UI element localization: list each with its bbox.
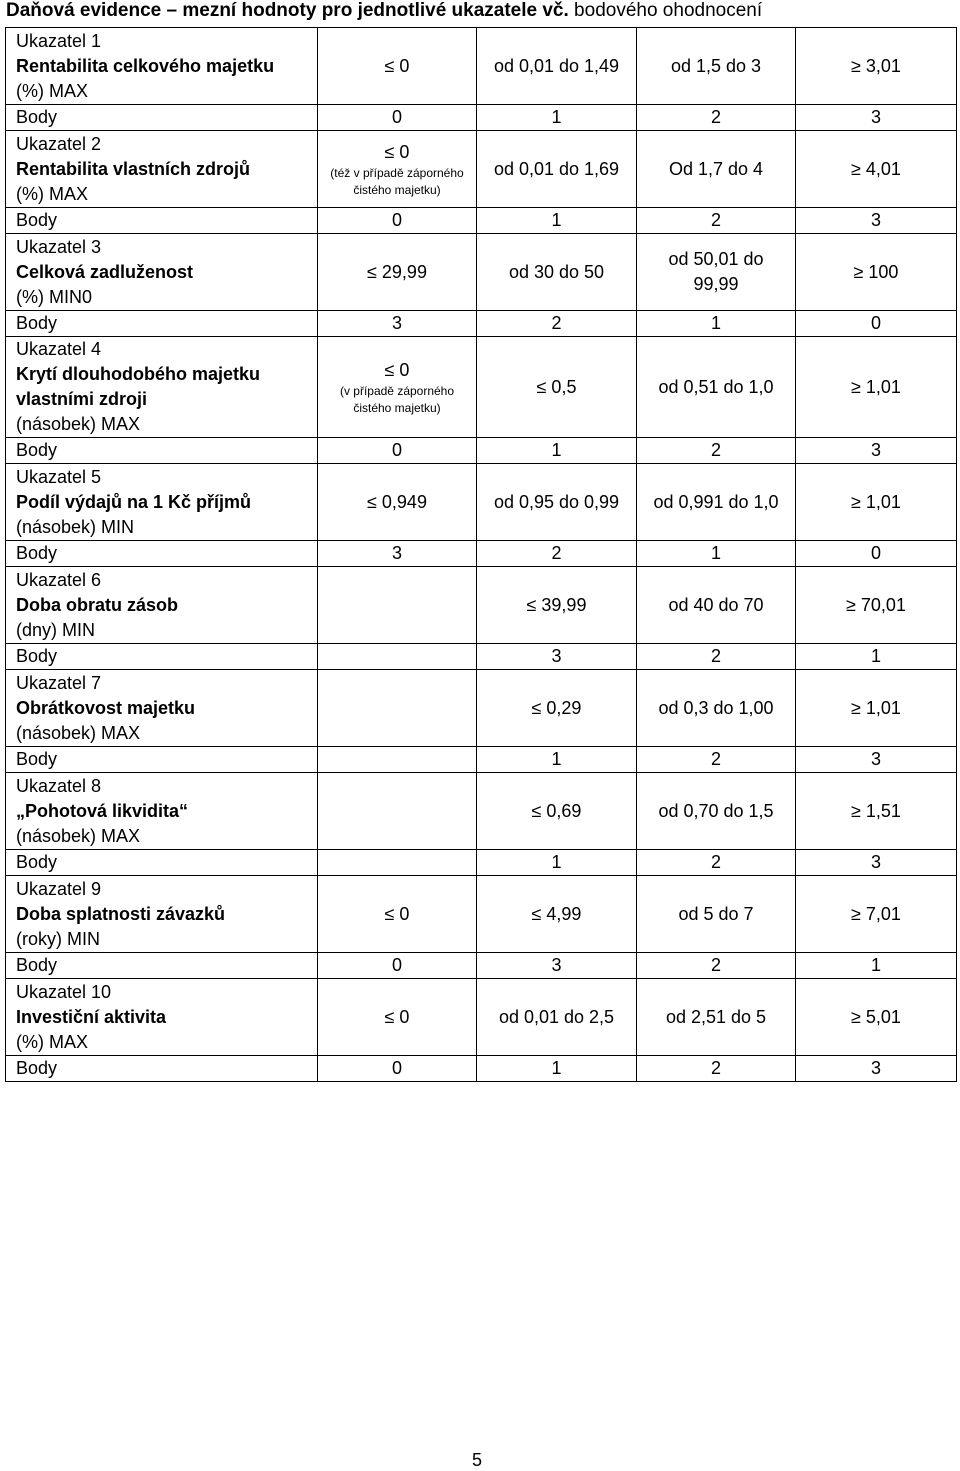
threshold-value: od 2,51 do 5 [665, 1006, 767, 1027]
indicator-label [6, 464, 318, 541]
threshold-value: od 0,01 do 1,69 [493, 158, 620, 179]
threshold-cell [637, 979, 796, 1056]
threshold-value: od 5 do 7 [678, 903, 754, 924]
threshold-value: ≥ 100 [853, 261, 899, 282]
threshold-value: Od 1,7 do 4 [668, 158, 764, 179]
indicator-title: „Pohotová likvidita“ [16, 800, 189, 821]
threshold-cell [318, 337, 477, 438]
indicator-title: Podíl výdajů na 1 Kč příjmů [16, 491, 252, 512]
indicator-label [6, 773, 318, 850]
threshold-cell [477, 567, 637, 644]
indicator-unit: (%) MAX [16, 80, 88, 101]
indicator-unit: (%) MIN0 [16, 286, 92, 307]
threshold-cell [796, 567, 957, 644]
score-cell: 1 [477, 747, 637, 773]
threshold-cell [796, 28, 957, 105]
score-cell: 3 [796, 850, 957, 876]
title-bold: Daňová evidence – mezní hodnoty pro jednotlivé ukazatele vč. [6, 0, 569, 21]
threshold-value: ≤ 39,99 [526, 594, 587, 615]
threshold-value: od 0,01 do 1,49 [493, 55, 620, 76]
body-label: Body [6, 541, 318, 567]
body-row [6, 541, 957, 567]
indicator-name: Ukazatel 8 [16, 775, 102, 796]
threshold-value: od 50,01 do 99,99 [668, 249, 764, 294]
threshold-cell [796, 979, 957, 1056]
indicator-title: Obrátkovost majetku [16, 697, 196, 718]
score-cell: 0 [318, 208, 477, 234]
indicator-row [6, 337, 957, 438]
score-cell: 2 [477, 541, 637, 567]
body-row [6, 850, 957, 876]
threshold-cell [637, 876, 796, 953]
score-cell: 2 [637, 105, 796, 131]
score-cell: 0 [318, 105, 477, 131]
indicator-name: Ukazatel 5 [16, 466, 102, 487]
indicator-unit: (%) MAX [16, 183, 88, 204]
threshold-cell [318, 131, 477, 208]
threshold-cell [637, 234, 796, 311]
indicator-unit: (násobek) MIN [16, 516, 135, 537]
body-row [6, 311, 957, 337]
score-cell: 3 [477, 953, 637, 979]
threshold-cell [318, 670, 477, 747]
score-cell: 3 [318, 311, 477, 337]
score-cell: 2 [637, 1056, 796, 1082]
threshold-value: ≤ 0,949 [367, 491, 427, 512]
indicator-unit: (%) MAX [16, 1031, 88, 1052]
score-cell: 0 [318, 438, 477, 464]
threshold-cell [637, 464, 796, 541]
threshold-value: od 40 do 70 [668, 594, 764, 615]
score-cell: 1 [477, 438, 637, 464]
threshold-cell [796, 131, 957, 208]
indicator-name: Ukazatel 2 [16, 133, 102, 154]
score-cell: 1 [637, 311, 796, 337]
threshold-value: od 0,3 do 1,00 [658, 697, 774, 718]
score-cell: 0 [318, 1056, 477, 1082]
body-row [6, 438, 957, 464]
indicator-row [6, 979, 957, 1056]
indicator-label [6, 337, 318, 438]
score-cell: 3 [477, 644, 637, 670]
indicator-label [6, 567, 318, 644]
threshold-cell [318, 979, 477, 1056]
indicator-unit: (dny) MIN [16, 619, 96, 640]
indicator-title: Krytí dlouhodobého majetku vlastními zdroji [16, 364, 261, 409]
indicator-name: Ukazatel 10 [16, 981, 112, 1002]
indicator-row [6, 131, 957, 208]
indicator-table [5, 27, 957, 1082]
page-number: 5 [472, 1450, 483, 1470]
threshold-cell [477, 464, 637, 541]
score-cell: 2 [637, 208, 796, 234]
threshold-cell [796, 876, 957, 953]
threshold-value: ≤ 0 [384, 141, 410, 162]
threshold-value: od 0,01 do 2,5 [498, 1006, 615, 1027]
page-title [6, 0, 762, 22]
threshold-value: ≥ 4,01 [851, 158, 901, 179]
threshold-cell [637, 131, 796, 208]
threshold-value: ≤ 0,69 [531, 800, 582, 821]
body-label: Body [6, 311, 318, 337]
threshold-cell [318, 876, 477, 953]
score-cell: 1 [477, 850, 637, 876]
threshold-cell [796, 670, 957, 747]
title-rest: bodového ohodnocení [568, 0, 763, 21]
score-cell: 2 [637, 953, 796, 979]
indicator-name: Ukazatel 3 [16, 236, 102, 257]
body-label: Body [6, 208, 318, 234]
indicator-title: Doba obratu zásob [16, 594, 179, 615]
threshold-cell [477, 131, 637, 208]
indicator-row [6, 28, 957, 105]
threshold-value: od 0,70 do 1,5 [658, 800, 774, 821]
score-cell [318, 747, 477, 773]
threshold-cell [796, 337, 957, 438]
score-cell: 3 [796, 1056, 957, 1082]
body-row [6, 953, 957, 979]
indicator-unit: (násobek) MAX [16, 414, 141, 434]
score-cell: 0 [796, 541, 957, 567]
score-cell: 0 [318, 953, 477, 979]
threshold-value: od 0,51 do 1,0 [658, 376, 774, 397]
indicator-unit: (roky) MIN [16, 928, 100, 949]
threshold-value: ≥ 7,01 [851, 903, 901, 924]
indicator-title: Celková zadluženost [16, 261, 194, 282]
threshold-cell [318, 464, 477, 541]
threshold-value: ≥ 5,01 [851, 1006, 901, 1027]
body-row [6, 1056, 957, 1082]
body-label: Body [6, 644, 318, 670]
threshold-cell [318, 28, 477, 105]
threshold-value: ≤ 0,5 [536, 376, 577, 397]
indicator-title: Investiční aktivita [16, 1006, 167, 1027]
threshold-cell [796, 464, 957, 541]
threshold-cell [477, 773, 637, 850]
indicator-name: Ukazatel 7 [16, 672, 102, 693]
indicator-row [6, 670, 957, 747]
score-cell: 3 [796, 747, 957, 773]
threshold-value: ≥ 1,01 [851, 697, 901, 718]
indicator-title: Rentabilita celkového majetku [16, 55, 275, 76]
score-cell: 1 [796, 644, 957, 670]
threshold-cell [318, 773, 477, 850]
threshold-value: ≤ 0,29 [531, 697, 582, 718]
indicator-title: Rentabilita vlastních zdrojů [16, 158, 251, 179]
threshold-cell [637, 670, 796, 747]
indicator-label [6, 131, 318, 208]
threshold-cell [796, 773, 957, 850]
threshold-value: ≥ 3,01 [851, 55, 901, 76]
threshold-value: od 1,5 do 3 [670, 55, 762, 76]
indicator-name: Ukazatel 9 [16, 878, 102, 899]
score-cell: 1 [477, 208, 637, 234]
score-cell: 0 [796, 311, 957, 337]
score-cell [318, 850, 477, 876]
body-label: Body [6, 747, 318, 773]
threshold-value: ≤ 4,99 [531, 903, 582, 924]
threshold-value: ≤ 0 [384, 359, 410, 380]
threshold-value: ≤ 0 [384, 1006, 410, 1027]
score-cell: 3 [796, 438, 957, 464]
indicator-label [6, 979, 318, 1056]
indicator-title: Doba splatnosti závazků [16, 903, 226, 924]
indicator-label [6, 28, 318, 105]
indicator-name: Ukazatel 6 [16, 569, 102, 590]
body-label: Body [6, 850, 318, 876]
score-cell: 1 [477, 1056, 637, 1082]
score-cell: 2 [637, 850, 796, 876]
threshold-cell [477, 876, 637, 953]
indicator-row [6, 567, 957, 644]
score-cell: 1 [637, 541, 796, 567]
indicator-label [6, 234, 318, 311]
threshold-value: ≤ 29,99 [367, 261, 427, 282]
score-cell: 2 [637, 438, 796, 464]
threshold-value: ≤ 0 [384, 903, 410, 924]
body-label: Body [6, 105, 318, 131]
body-label: Body [6, 1056, 318, 1082]
threshold-value: ≥ 1,01 [851, 376, 901, 397]
threshold-value: ≥ 1,01 [851, 491, 901, 512]
indicator-row [6, 876, 957, 953]
score-cell: 1 [477, 105, 637, 131]
threshold-value: od 30 do 50 [508, 261, 605, 282]
threshold-note: (v případě záporného čistého majetku) [339, 383, 455, 415]
threshold-value: ≤ 0 [384, 55, 410, 76]
score-cell: 1 [796, 953, 957, 979]
score-cell: 3 [796, 105, 957, 131]
indicator-row [6, 773, 957, 850]
score-cell: 3 [796, 208, 957, 234]
indicator-name: Ukazatel 1 [16, 30, 102, 51]
threshold-cell [637, 567, 796, 644]
threshold-cell [477, 28, 637, 105]
threshold-cell [637, 337, 796, 438]
body-row [6, 644, 957, 670]
threshold-cell [477, 979, 637, 1056]
threshold-note: (též v případě záporného čistého majetku) [330, 165, 464, 197]
body-row [6, 105, 957, 131]
threshold-cell [477, 670, 637, 747]
indicator-row [6, 464, 957, 541]
body-label: Body [6, 953, 318, 979]
threshold-value: ≥ 1,51 [851, 800, 901, 821]
body-row [6, 747, 957, 773]
threshold-cell [318, 234, 477, 311]
score-cell: 2 [637, 644, 796, 670]
body-label: Body [6, 438, 318, 464]
indicator-name: Ukazatel 4 [16, 339, 102, 359]
threshold-value: od 0,991 do 1,0 [653, 491, 779, 512]
threshold-value: ≥ 70,01 [846, 594, 906, 615]
indicator-label [6, 670, 318, 747]
threshold-value: od 0,95 do 0,99 [493, 491, 620, 512]
body-row [6, 208, 957, 234]
threshold-cell [318, 567, 477, 644]
indicator-unit: (násobek) MAX [16, 722, 141, 743]
threshold-cell [637, 28, 796, 105]
indicator-row [6, 234, 957, 311]
indicator-label [6, 876, 318, 953]
score-cell: 2 [637, 747, 796, 773]
score-cell: 2 [477, 311, 637, 337]
score-cell: 3 [318, 541, 477, 567]
threshold-cell [637, 773, 796, 850]
indicator-unit: (násobek) MAX [16, 825, 141, 846]
threshold-cell [796, 234, 957, 311]
score-cell [318, 644, 477, 670]
threshold-cell [477, 337, 637, 438]
threshold-cell [477, 234, 637, 311]
